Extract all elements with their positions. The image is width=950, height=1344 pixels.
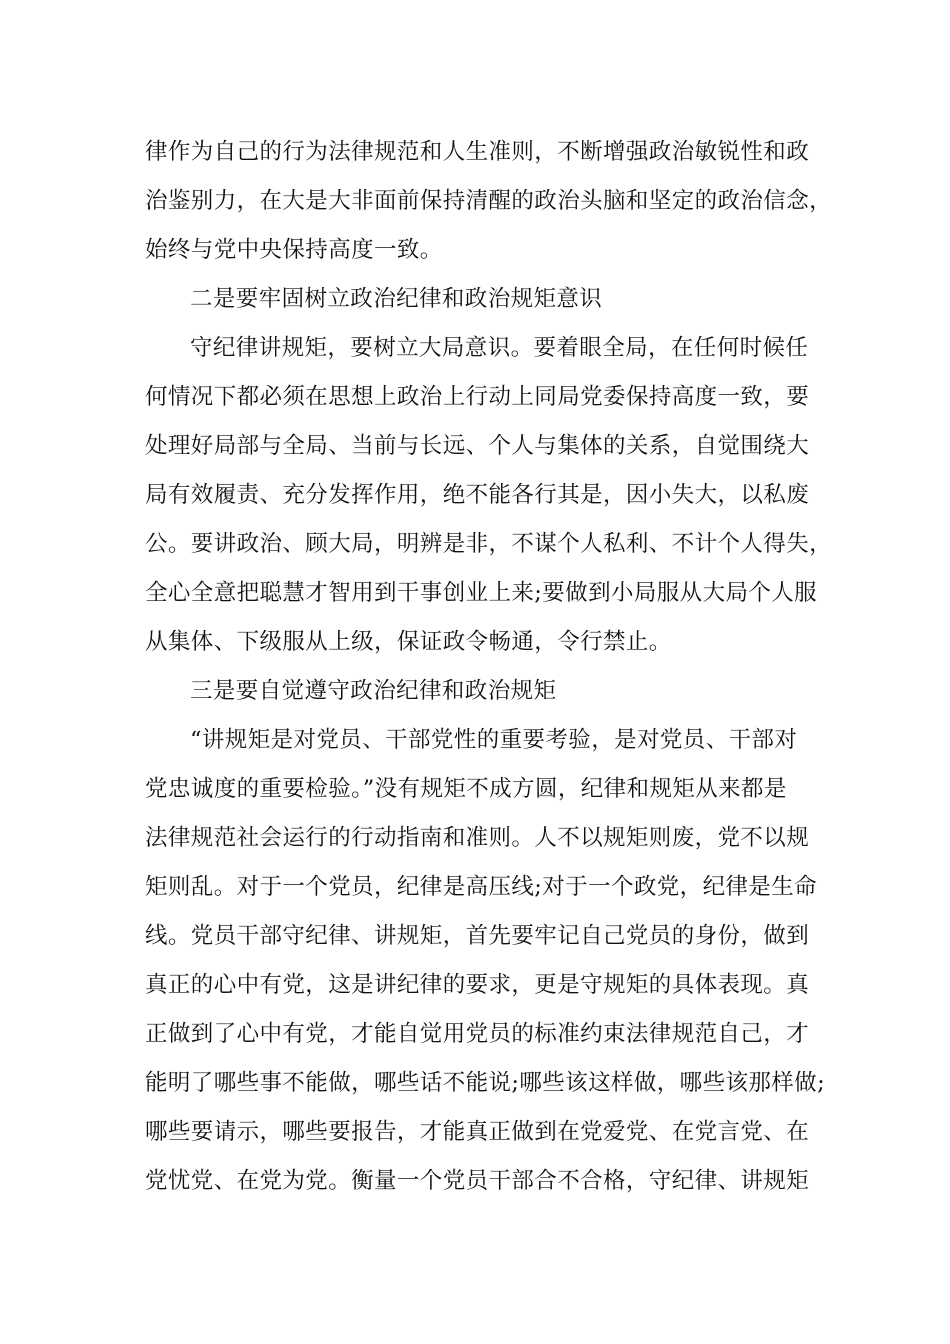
body-text-line: 全心全意把聪慧才智用到干事创业上来;要做到小局服从大局个人服 <box>145 580 818 606</box>
section-heading: 三是要自觉遵守政治纪律和政治规矩 <box>190 678 557 704</box>
body-text-line: 何情况下都必须在思想上政治上行动上同局党委保持高度一致，要 <box>145 384 810 410</box>
body-text-line: 治鉴别力，在大是大非面前保持清醒的政治头脑和坚定的政治信念， <box>145 188 833 214</box>
body-text-line: 真正的心中有党，这是讲纪律的要求，更是守规矩的具体表现。真 <box>145 972 810 998</box>
body-text-line: 矩则乱。对于一个党员，纪律是高压线;对于一个政党，纪律是生命 <box>145 874 818 900</box>
body-text-line: 公。要讲政治、顾大局，明辨是非，不谋个人私利、不计个人得失， <box>145 531 833 557</box>
body-text-line: 法律规范社会运行的行动指南和准则。人不以规矩则废，党不以规 <box>145 825 810 851</box>
body-text-line: 从集体、下级服从上级，保证政令畅通，令行禁止。 <box>145 629 672 655</box>
body-text-line: 律作为自己的行为法律规范和人生准则，不断增强政治敏锐性和政 <box>145 139 810 165</box>
body-text-line: 线。党员干部守纪律、讲规矩，首先要牢记自己党员的身份，做到 <box>145 923 810 949</box>
body-text-line: 正做到了心中有党，才能自觉用党员的标准约束法律规范自己，才 <box>145 1021 810 1047</box>
body-text-line: 能明了哪些事不能做，哪些话不能说;哪些该这样做，哪些该那样做; <box>145 1070 826 1096</box>
body-text-line: 党忧党、在党为党。衡量一个党员干部合不合格，守纪律、讲规矩 <box>145 1168 810 1194</box>
body-text-line: 党忠诚度的重要检验。”没有规矩不成方圆，纪律和规矩从来都是 <box>145 776 787 802</box>
section-heading: 二是要牢固树立政治纪律和政治规矩意识 <box>190 286 603 312</box>
body-text-line: 处理好局部与全局、当前与长远、个人与集体的关系，自觉围绕大 <box>145 433 810 459</box>
body-text-line: 始终与党中央保持高度一致。 <box>145 237 443 263</box>
body-text-line: 哪些要请示，哪些要报告，才能真正做到在党爱党、在党言党、在 <box>145 1119 810 1145</box>
body-text-line: 局有效履责、充分发挥作用，绝不能各行其是，因小失大，以私废 <box>145 482 810 508</box>
body-text-line: 守纪律讲规矩，要树立大局意识。要着眼全局，在任何时候任 <box>190 335 809 361</box>
body-text-line: “讲规矩是对党员、干部党性的重要考验，是对党员、干部对 <box>190 727 798 753</box>
